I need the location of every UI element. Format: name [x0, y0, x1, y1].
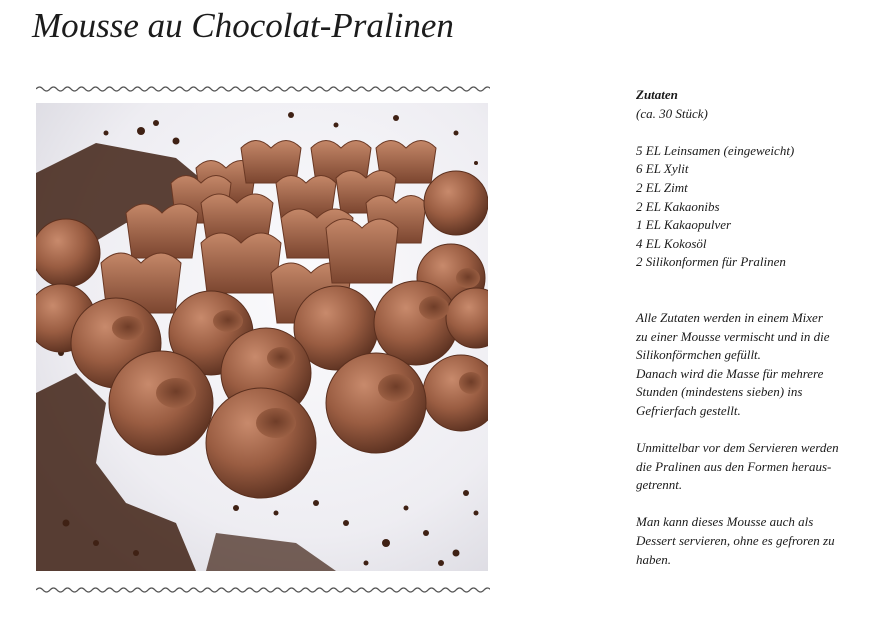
instruction-line: haben. [636, 551, 672, 567]
instruction-line: Gefrierfach gestellt. [636, 402, 741, 418]
recipe-text [636, 86, 876, 569]
instruction-line: Stunden (mindestens sieben) ins [636, 384, 803, 400]
instruction-paragraph [636, 513, 876, 569]
instruction-line: Alle Zutaten werden in einem Mixer [636, 309, 823, 325]
instruction-line: Danach wird die Masse für mehrere [636, 365, 824, 381]
instruction-paragraph [636, 439, 876, 495]
page-title: Mousse au Chocolat-Pralinen [32, 6, 454, 45]
chocolate-pralines-photo [36, 103, 488, 571]
ingredient-item: 1 EL Kakaopulver [636, 217, 732, 233]
instruction-line: Silikonförmchen gefüllt. [636, 347, 761, 363]
ingredient-item: 4 EL Kokosöl [636, 235, 707, 251]
bottom-wave-divider [36, 586, 490, 594]
ingredient-item: 2 EL Zimt [636, 179, 688, 195]
ingredient-item: 2 Silikonformen für Pralinen [636, 254, 786, 270]
ingredients-heading: Zutaten [636, 87, 678, 102]
pralines-illustration [36, 103, 488, 571]
instruction-line: die Pralinen aus den Formen heraus- [636, 458, 832, 474]
instruction-paragraph [636, 309, 876, 421]
instruction-line: Man kann dieses Mousse auch als [636, 514, 814, 530]
top-wave-divider [36, 85, 490, 93]
ingredient-item: 2 EL Kakaonibs [636, 198, 720, 214]
ingredient-item: 6 EL Xylit [636, 161, 689, 177]
ingredient-list [636, 142, 876, 272]
ingredient-item: 5 EL Leinsamen (eingeweicht) [636, 142, 795, 158]
instruction-line: zu einer Mousse vermischt und in die [636, 328, 830, 344]
instruction-line: getrennt. [636, 477, 683, 493]
instruction-line: Unmittelbar vor dem Servieren werden [636, 440, 839, 456]
instruction-line: Dessert servieren, ohne es gefroren zu [636, 533, 835, 549]
yield-note: (ca. 30 Stück) [636, 105, 708, 121]
